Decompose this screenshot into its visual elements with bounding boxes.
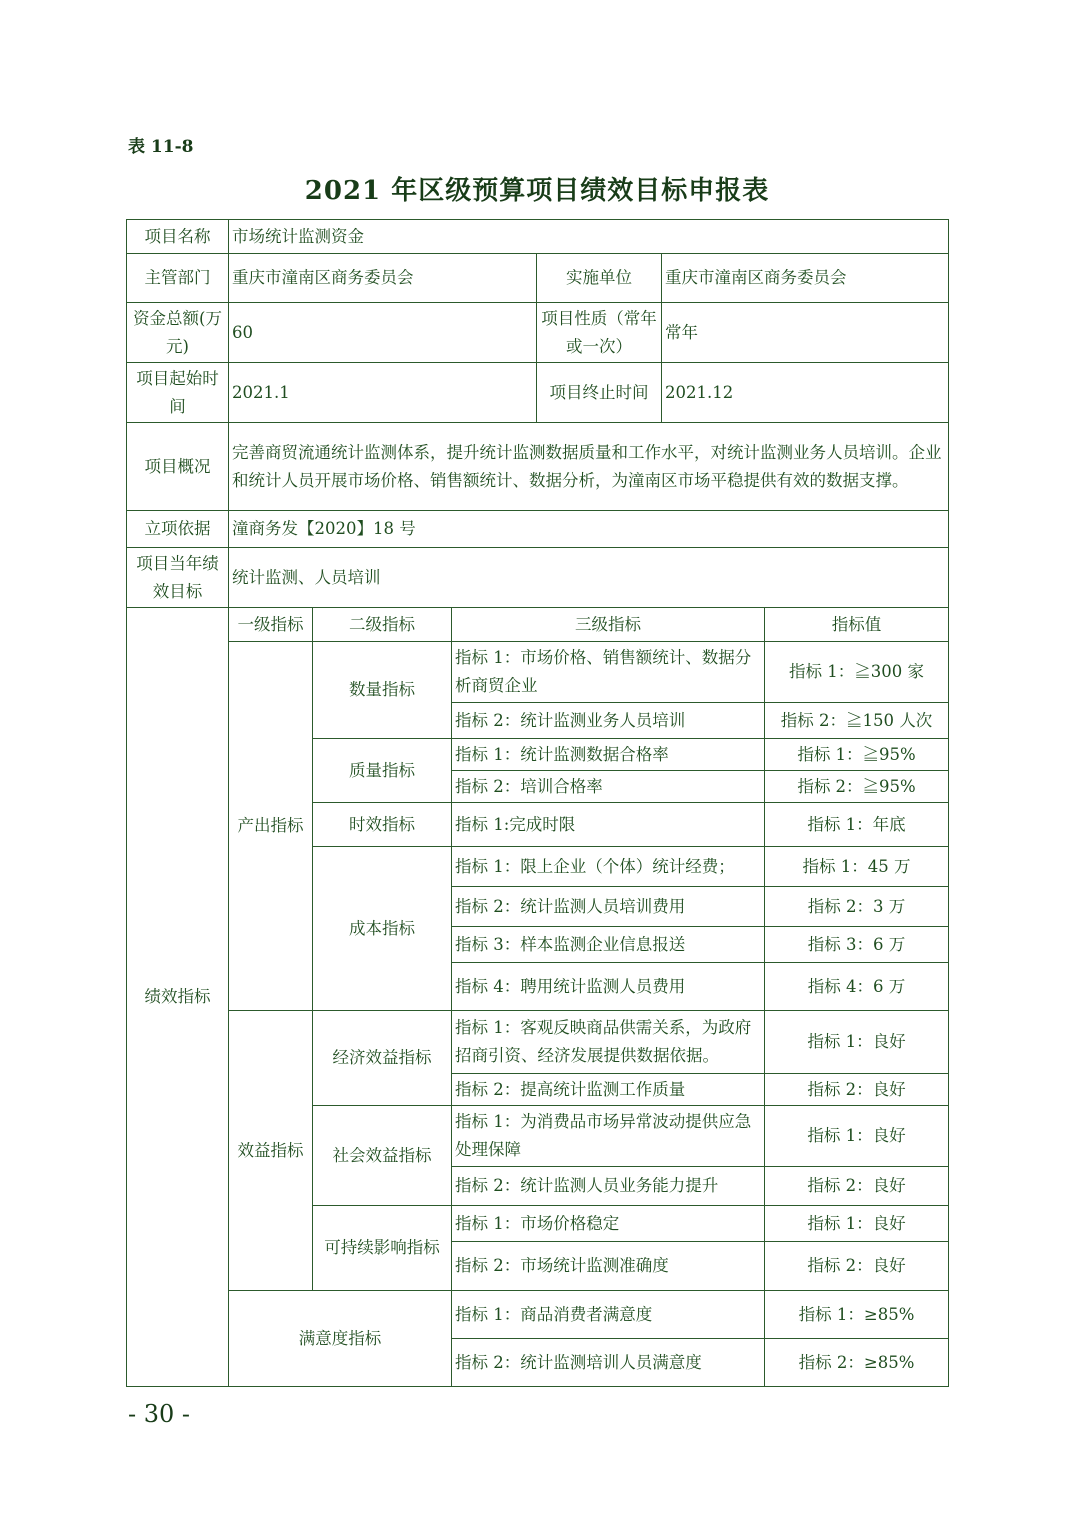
- indicator-item: 指标 1：统计监测数据合格率: [452, 739, 765, 771]
- label-overview: 项目概况: [127, 423, 229, 511]
- row-indicator-header: [127, 608, 949, 642]
- indicator-value: 指标 2：3 万: [765, 887, 949, 927]
- indicator-value: 指标 2：≧95%: [765, 771, 949, 803]
- indicator-value: 指标 4：6 万: [765, 963, 949, 1011]
- label-indicators-section: 绩效指标: [127, 608, 229, 1387]
- level1-benefit: 效益指标: [229, 1011, 313, 1291]
- indicator-item: 指标 2：统计监测业务人员培训: [452, 703, 765, 739]
- indicator-item: 指标 1：市场价格、销售额统计、数据分析商贸企业: [452, 642, 765, 703]
- value-goal: 统计监测、人员培训: [229, 548, 949, 608]
- row-goal: [127, 548, 949, 608]
- indicator-item: 指标 3：样本监测企业信息报送: [452, 927, 765, 963]
- value-dept: 重庆市潼南区商务委员会: [229, 254, 537, 303]
- indicator-value: 指标 1：良好: [765, 1206, 949, 1242]
- label-basis: 立项依据: [127, 511, 229, 548]
- indicator-item: 指标 1：商品消费者满意度: [452, 1291, 765, 1339]
- value-basis: 潼商务发【2020】18 号: [229, 511, 949, 548]
- indicator-item: 指标 2：培训合格率: [452, 771, 765, 803]
- row-department: [127, 254, 949, 303]
- level1-output: 产出指标: [229, 642, 313, 1011]
- level2-social: 社会效益指标: [313, 1106, 452, 1206]
- label-nature: 项目性质（常年或一次）: [537, 303, 662, 363]
- level1-satisfaction: 满意度指标: [229, 1291, 452, 1387]
- indicator-value: 指标 2：良好: [765, 1242, 949, 1291]
- indicator-value: 指标 1：≧95%: [765, 739, 949, 771]
- level2-quality: 质量指标: [313, 739, 452, 803]
- indicator-value: 指标 2：≥85%: [765, 1339, 949, 1387]
- indicator-value: 指标 2：≧150 人次: [765, 703, 949, 739]
- row-project-name: [127, 220, 949, 254]
- label-dept: 主管部门: [127, 254, 229, 303]
- indicator-value: 指标 1：≥85%: [765, 1291, 949, 1339]
- row-dates: [127, 363, 949, 423]
- table-row: [127, 1011, 949, 1074]
- indicator-item: 指标 1：限上企业（个体）统计经费；: [452, 847, 765, 887]
- label-project-name: 项目名称: [127, 220, 229, 254]
- row-overview: [127, 423, 949, 511]
- indicator-item: 指标 2：市场统计监测准确度: [452, 1242, 765, 1291]
- col-header-value: 指标值: [765, 608, 949, 642]
- indicator-item: 指标 2：统计监测人员业务能力提升: [452, 1167, 765, 1206]
- table-row: [127, 642, 949, 703]
- row-basis: [127, 511, 949, 548]
- indicator-value: 指标 1：年底: [765, 803, 949, 847]
- indicator-item: 指标 2：统计监测人员培训费用: [452, 887, 765, 927]
- level2-quantity: 数量指标: [313, 642, 452, 739]
- indicator-value: 指标 2：良好: [765, 1167, 949, 1206]
- col-header-level1: 一级指标: [229, 608, 313, 642]
- label-funds: 资金总额(万元): [127, 303, 229, 363]
- indicator-item: 指标 2：统计监测培训人员满意度: [452, 1339, 765, 1387]
- table-number: 表 11-8: [128, 137, 194, 157]
- table-row: [127, 1291, 949, 1339]
- page-number: - 30 -: [128, 1400, 191, 1428]
- indicator-item: 指标 1：客观反映商品供需关系，为政府招商引资、经济发展提供数据依据。: [452, 1011, 765, 1074]
- indicator-item: 指标 1：市场价格稳定: [452, 1206, 765, 1242]
- label-start: 项目起始时间: [127, 363, 229, 423]
- level2-cost: 成本指标: [313, 847, 452, 1011]
- row-funds: [127, 303, 949, 363]
- value-project-name: 市场统计监测资金: [229, 220, 949, 254]
- indicator-value: 指标 1：45 万: [765, 847, 949, 887]
- col-header-level3: 三级指标: [452, 608, 765, 642]
- indicator-value: 指标 3：6 万: [765, 927, 949, 963]
- value-overview: 完善商贸流通统计监测体系，提升统计监测数据质量和工作水平，对统计监测业务人员培训。企业和统计人员开展市场价格、销售额统计、数据分析，为潼南区市场平稳提供有效的数据支撑。: [229, 423, 949, 511]
- level2-economic: 经济效益指标: [313, 1011, 452, 1106]
- label-end: 项目终止时间: [537, 363, 662, 423]
- indicator-item: 指标 2：提高统计监测工作质量: [452, 1074, 765, 1106]
- col-header-level2: 二级指标: [313, 608, 452, 642]
- indicator-value: 指标 1：良好: [765, 1106, 949, 1167]
- page-title: 2021 年区级预算项目绩效目标申报表: [304, 176, 770, 206]
- value-impl: 重庆市潼南区商务委员会: [662, 254, 949, 303]
- indicator-value: 指标 2：良好: [765, 1074, 949, 1106]
- indicator-item: 指标 4：聘用统计监测人员费用: [452, 963, 765, 1011]
- indicator-value: 指标 1：良好: [765, 1011, 949, 1074]
- value-nature: 常年: [662, 303, 949, 363]
- indicator-value: 指标 1：≧300 家: [765, 642, 949, 703]
- label-impl: 实施单位: [537, 254, 662, 303]
- value-start: 2021.1: [229, 363, 537, 423]
- indicator-item: 指标 1：为消费品市场异常波动提供应急处理保障: [452, 1106, 765, 1167]
- level2-timeliness: 时效指标: [313, 803, 452, 847]
- value-funds: 60: [229, 303, 537, 363]
- value-end: 2021.12: [662, 363, 949, 423]
- performance-form-table: [126, 219, 949, 1387]
- label-goal: 项目当年绩效目标: [127, 548, 229, 608]
- level2-sustainable: 可持续影响指标: [313, 1206, 452, 1291]
- indicator-item: 指标 1:完成时限: [452, 803, 765, 847]
